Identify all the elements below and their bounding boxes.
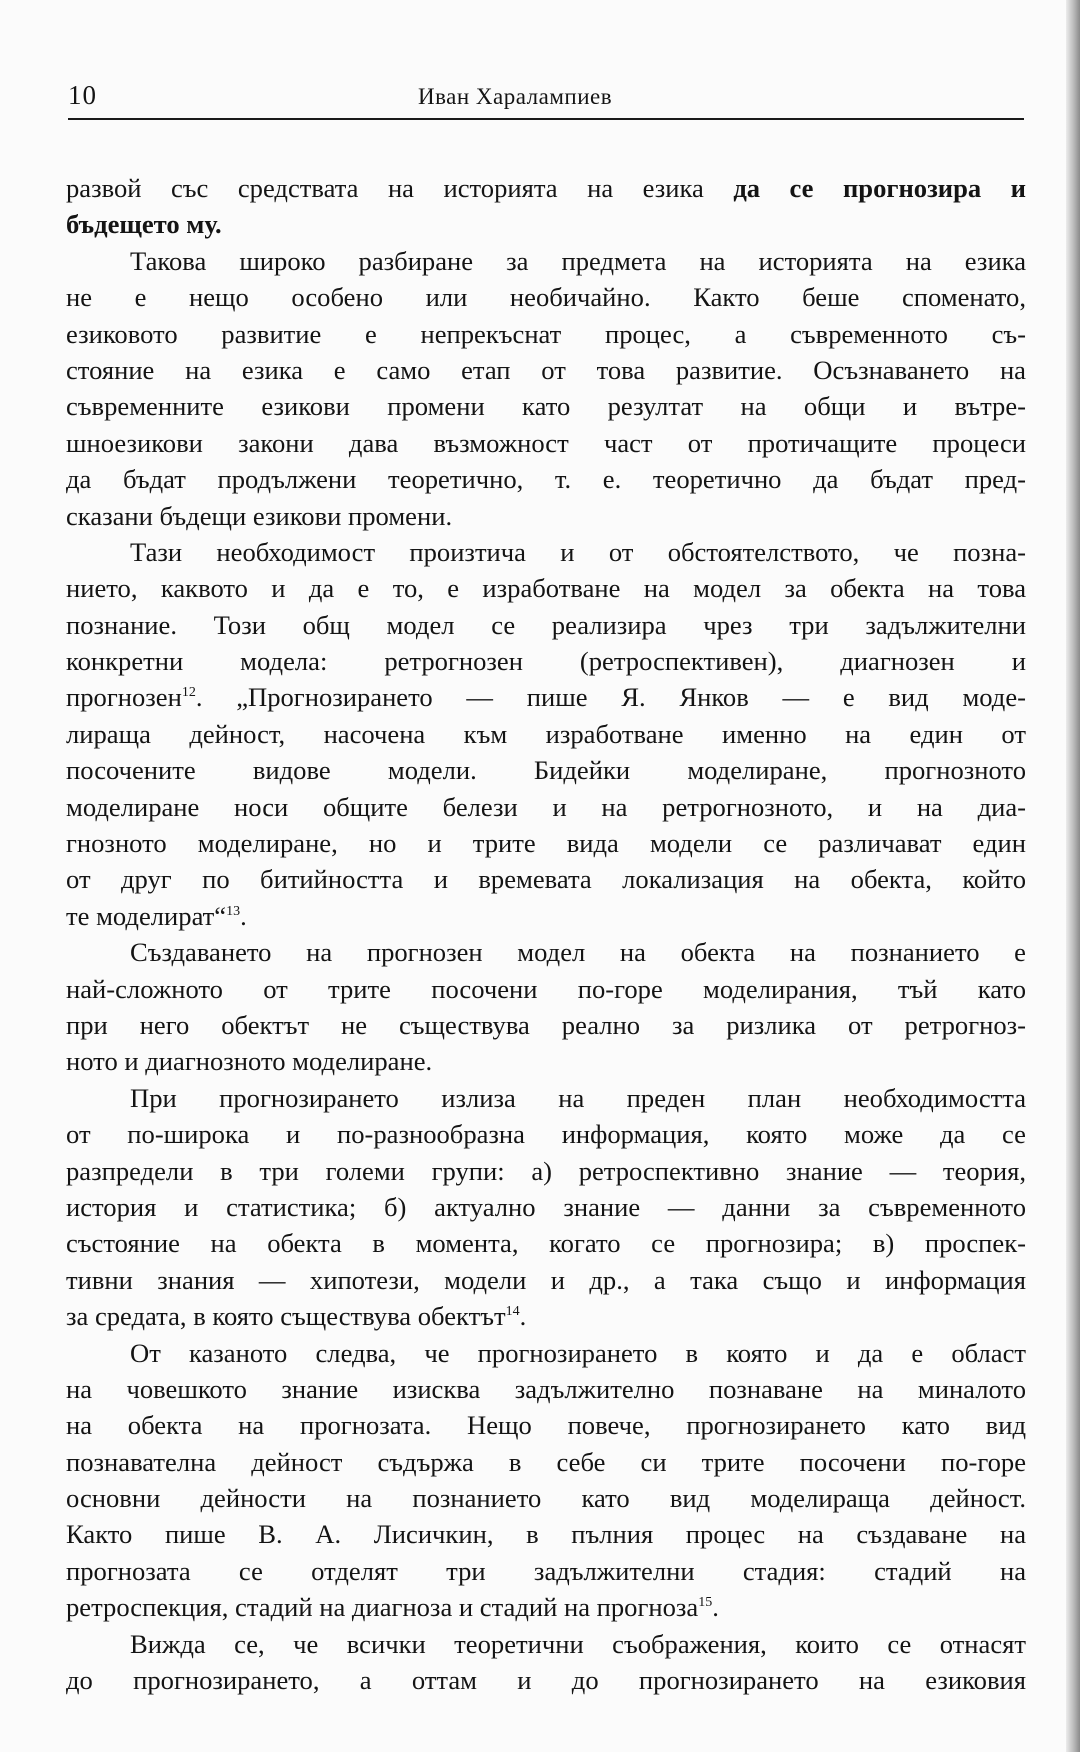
text-line: езиковото развитие е непрекъснат процес, а съвременното съ-	[66, 318, 1026, 349]
running-header	[68, 78, 1024, 116]
text-line: Тази необходимост произтича и от обстоятелството, че позна-	[130, 536, 1026, 567]
text-line: познавателна дейност съдържа в себе си трите посочени по-горе	[66, 1446, 1026, 1477]
paragraph-4	[66, 934, 1026, 1080]
text-line: те моделират“$^{13}$.	[66, 900, 247, 931]
text-line: на човешкото знание изисква задължително познаване на миналото	[66, 1373, 1026, 1404]
text-line: да бъдат продължени теоретично, т. е. теоретично да бъдат пред-	[66, 464, 1026, 495]
header-rule	[68, 118, 1024, 120]
text-line: познание. Този общ модел се реализира чрез три задължителни	[66, 609, 1026, 640]
text-line: Такова широко разбиране за предмета на историята на езика	[130, 245, 1026, 276]
page-edge-shadow	[1066, 0, 1080, 1752]
emphasized-text: бъдещето му.	[66, 209, 222, 240]
text-line: При прогнозирането излиза на преден план необходимостта	[130, 1082, 1026, 1113]
text-line: на обекта на прогнозата. Нещо повече, прогнозирането като вид	[66, 1410, 1026, 1441]
text-line: шноезикови закони дава възможност част от протичащите процеси	[66, 427, 1026, 458]
page-number: 10	[68, 80, 97, 110]
text-line: от по-широка и по-разнообразна информация, която може да се	[66, 1119, 1026, 1150]
paragraph-3	[66, 534, 1026, 934]
footnote-ref: 14	[505, 1304, 520, 1320]
text-line: конкретни модела: ретрогнозен (ретроспективен), диагнозен и	[66, 646, 1026, 677]
footnote-ref: 12	[181, 685, 196, 701]
paragraph-1	[66, 170, 1026, 243]
paragraph-5	[66, 1080, 1026, 1335]
text-line: до прогнозирането, а оттам и до прогнозирането на езиковия	[66, 1665, 1026, 1696]
text-line: ното и диагнозното моделиране.	[66, 1046, 433, 1077]
text-line: съвременните езикови промени като резултат на общи и вътре-	[66, 391, 1026, 422]
paragraph-6	[66, 1335, 1026, 1626]
text-line: развой със средствата на историята на езика да се прогнозира и	[66, 173, 1026, 203]
footnote-ref: 15	[698, 1595, 713, 1611]
text-line: стояние на езика е само етап от това развитие. Осъзнаването на	[66, 354, 1026, 385]
body-text	[66, 170, 1026, 1698]
text-line: разпредели в три големи групи: а) ретроспективно знание — теория,	[66, 1155, 1026, 1186]
footnote-ref: 13	[226, 903, 241, 919]
text-line: история и статистика; б) актуално знание — данни за съвременното	[66, 1191, 1026, 1222]
text-line: От казаното следва, че прогнозирането в която и да е област	[130, 1337, 1026, 1368]
text-line: гнозното моделиране, но и трите вида модели се различават един	[66, 828, 1026, 859]
text-line: сказани бъдещи езикови промени.	[66, 500, 453, 531]
text-line: нието, каквото и да е то, е изработване на модел за обекта на това	[66, 573, 1026, 604]
text-line: не е нещо особено или необичайно. Както беше споменато,	[66, 282, 1026, 313]
emphasized-text: да се прогнозира и	[733, 173, 1026, 203]
text-line: Вижда се, че всички теоретични съображения, които се отнасят	[130, 1628, 1026, 1659]
text-line: тивни знания — хипотези, модели и др., а така също и информация	[66, 1264, 1026, 1295]
text-line: при него обектът не съществува реално за ризлика от ретрогноз-	[66, 1009, 1026, 1040]
text-line: Както пише В. А. Лисичкин, в пълния процес на създаване на	[66, 1519, 1026, 1550]
text-line: ретроспекция, стадий на диагноза и стадий на прогноза$^{15}$.	[66, 1592, 719, 1623]
text-line: посочените видове модели. Бидейки моделиране, прогнозното	[66, 755, 1026, 786]
paragraph-2	[66, 243, 1026, 534]
text-line	[66, 206, 1026, 242]
text-line: състояние на обекта в момента, когато се прогнозира; в) проспек-	[66, 1228, 1026, 1259]
text-line: прогнозен$^{12}$. „Прогнозирането — пише Я. Янков — е вид моде-	[66, 682, 1026, 713]
text-line: най-сложното от трите посочени по-горе моделирания, тъй като	[66, 973, 1026, 1004]
text-line: моделиране носи общите белези и на ретрогнозното, и на диа-	[66, 791, 1026, 822]
text-line: от друг по битийността и времевата локализация на обекта, който	[66, 864, 1026, 895]
text-line: лираща дейност, насочена към изработване именно на един от	[66, 718, 1026, 749]
text-line: Създаването на прогнозен модел на обекта на познанието е	[130, 937, 1026, 968]
text-line: прогнозата се отделят три задължителни стадия: стадий на	[66, 1555, 1026, 1586]
text-line: основни дейности на познанието като вид моделираща дейност.	[66, 1483, 1026, 1514]
text-line: за средата, в която съществува обектът$^{14}$.	[66, 1301, 527, 1332]
paragraph-7	[66, 1626, 1026, 1699]
running-title: Иван Харалампиев	[418, 84, 613, 109]
